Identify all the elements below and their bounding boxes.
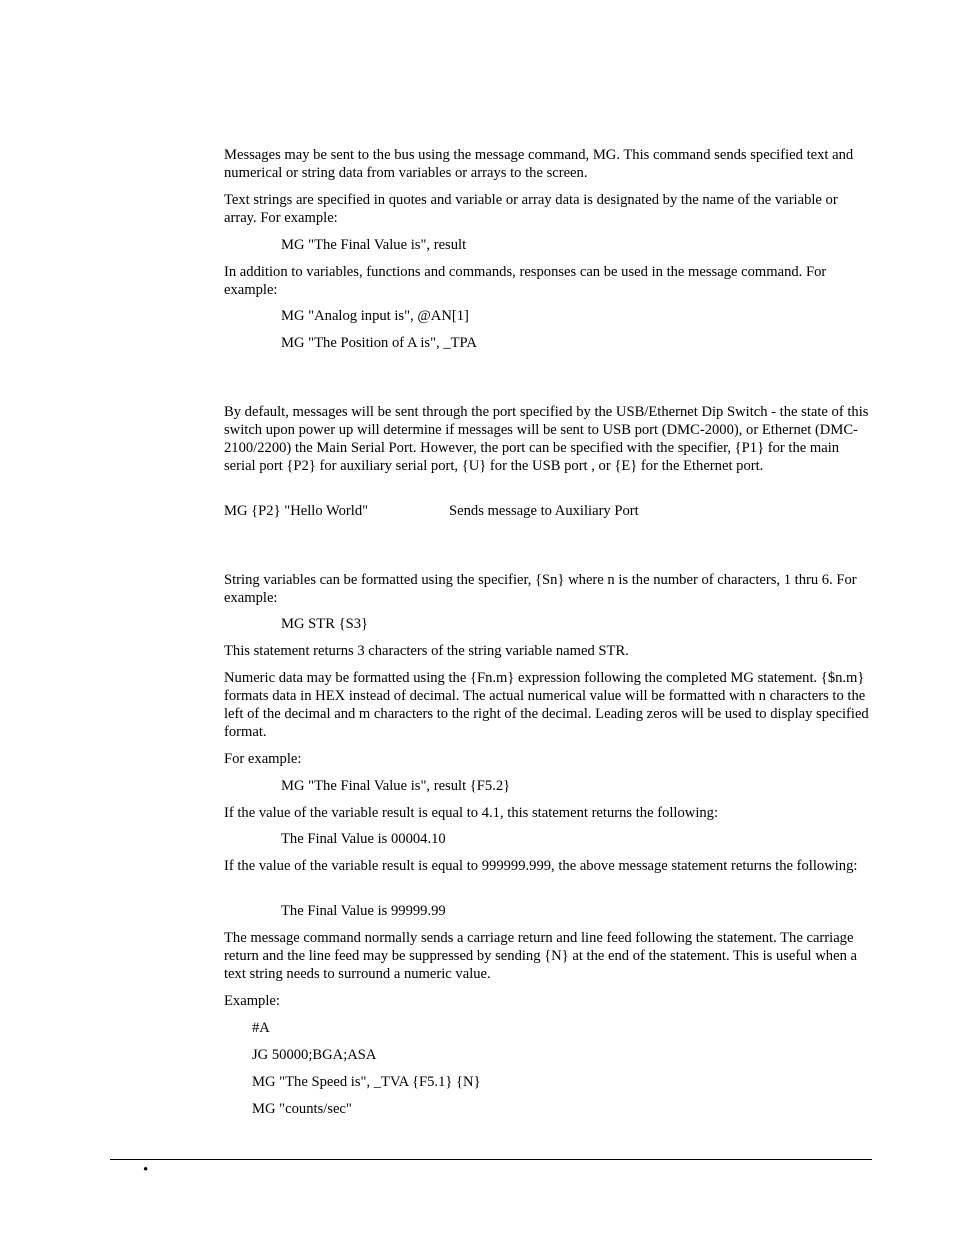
code-example-formatted: MG "The Final Value is", result {F5.2} <box>281 778 511 794</box>
code-line-speed: MG "The Speed is", _TVA {F5.1} {N} <box>252 1074 481 1090</box>
footer-bullet: • <box>143 1162 149 1178</box>
port-example-command: MG {P2} "Hello World" <box>224 503 369 519</box>
paragraph-intro: Messages may be sent to the bus using the message command, MG. This command sends specified text and numerical or string data from variables or arrays to the screen. <box>224 147 854 181</box>
footer-divider <box>110 1159 872 1160</box>
paragraph-value-4-1: If the value of the variable result is equal to 4.1, this statement returns the following: <box>224 805 719 821</box>
paragraph-value-999999: If the value of the variable result is equal to 999999.999, the above message statement returns the following: <box>224 858 858 874</box>
paragraph-for-example: For example: <box>224 751 302 767</box>
paragraph-example-label: Example: <box>224 993 280 1009</box>
paragraph-port-specifier: By default, messages will be sent through the port specified by the USB/Ethernet Dip Switch - the state of this switch upon power up will determine if messages will be sent to USB port (DMC-2000), or Ethernet (DMC-2100/2200) the Main Serial Port. However, the port can be specified with the specifier, {P1} for the main serial port {P2} for auxiliary serial port, {U} for the USB port , or {E} for the Ethernet port. <box>224 404 869 474</box>
code-output-00004: The Final Value is 00004.10 <box>281 831 446 847</box>
paragraph-text-strings: Text strings are specified in quotes and variable or array data is designated by the name of the variable or array. For example: <box>224 192 838 226</box>
paragraph-numeric-format: Numeric data may be formatted using the {Fn.m} expression following the completed MG statement. {$n.m} formats data in HEX instead of decimal. The actual numerical value will be formatted with n characters to the left of the decimal and m characters to the right of the decimal. Leading zeros will be used to display specified format. <box>224 670 869 740</box>
code-line-jog: JG 50000;BGA;ASA <box>252 1047 377 1063</box>
paragraph-responses: In addition to variables, functions and commands, responses can be used in the message command. For example: <box>224 264 827 298</box>
paragraph-string-returns: This statement returns 3 characters of the string variable named STR. <box>224 643 629 659</box>
code-output-99999: The Final Value is 99999.99 <box>281 903 446 919</box>
paragraph-carriage-return: The message command normally sends a carriage return and line feed following the statement. The carriage return and the line feed may be suppressed by sending {N} at the end of the statement. This is useful when a text string needs to surround a numeric value. <box>224 930 857 982</box>
code-example-analog-input: MG "Analog input is", @AN[1] <box>281 308 469 324</box>
port-example-description: Sends message to Auxiliary Port <box>449 503 639 519</box>
code-example-string: MG STR {S3} <box>281 616 368 632</box>
code-example-final-value: MG "The Final Value is", result <box>281 237 467 253</box>
code-line-label-a: #A <box>252 1020 270 1036</box>
paragraph-string-format: String variables can be formatted using the specifier, {Sn} where n is the number of characters, 1 thru 6. For example: <box>224 572 857 606</box>
code-example-position: MG "The Position of A is", _TPA <box>281 335 477 351</box>
code-line-counts: MG "counts/sec" <box>252 1101 352 1117</box>
